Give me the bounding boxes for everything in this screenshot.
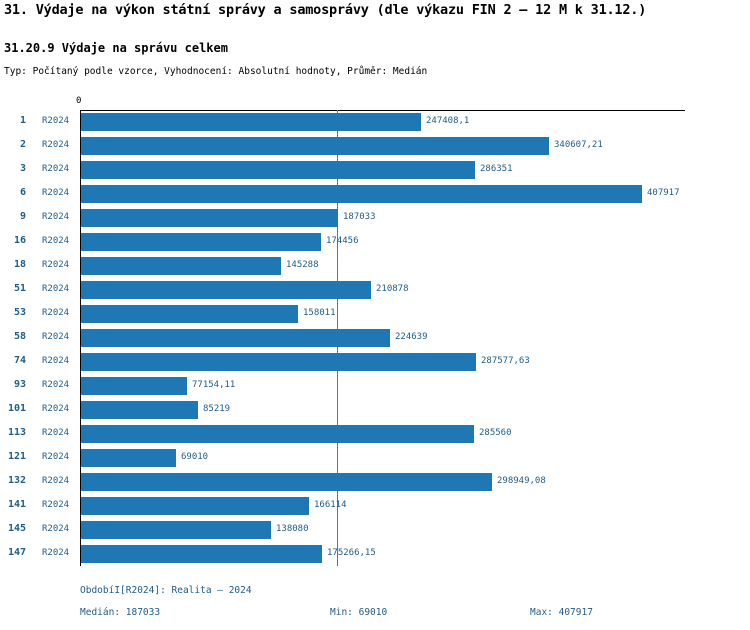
row-category-label: R2024 — [42, 188, 70, 198]
bar[interactable] — [81, 257, 281, 275]
bar[interactable] — [81, 233, 321, 251]
row-category-label: R2024 — [42, 500, 70, 510]
row-category-label: R2024 — [42, 356, 70, 366]
chart-row — [80, 446, 685, 470]
bar[interactable] — [81, 305, 298, 323]
row-category-label: R2024 — [42, 116, 70, 126]
row-number: 1 — [19, 115, 26, 126]
bar-value-label: 224639 — [395, 332, 428, 342]
bar[interactable] — [81, 401, 198, 419]
row-number: 113 — [7, 427, 26, 438]
chart-row — [80, 278, 685, 302]
chart-row — [80, 110, 685, 134]
bar[interactable] — [81, 545, 322, 563]
plot-area — [80, 110, 685, 566]
chart-row — [80, 494, 685, 518]
row-number: 51 — [13, 283, 26, 294]
stat-min: Min: 69010 — [330, 607, 388, 618]
row-category-label: R2024 — [42, 236, 70, 246]
chart-title: 31.20.9 Výdaje na správu celkem — [4, 41, 228, 55]
bar-value-label: 210878 — [376, 284, 409, 294]
row-category-label: R2024 — [42, 524, 70, 534]
chart-row — [80, 542, 685, 566]
chart-row — [80, 182, 685, 206]
row-category-label: R2024 — [42, 428, 70, 438]
row-number: 3 — [19, 163, 26, 174]
legend-series: ObdobíІ[R2024]: Realita – 2024 — [80, 585, 252, 596]
row-number: 132 — [7, 475, 26, 486]
row-number: 58 — [13, 331, 26, 342]
x-axis-zero-tick: 0 — [76, 96, 82, 106]
bar[interactable] — [81, 113, 421, 131]
bar-value-label: 174456 — [326, 236, 359, 246]
bar[interactable] — [81, 473, 492, 491]
row-number: 74 — [13, 355, 26, 366]
row-number: 2 — [19, 139, 26, 150]
bar-value-label: 247408,1 — [426, 116, 470, 126]
row-category-label: R2024 — [42, 284, 70, 294]
row-category-label: R2024 — [42, 212, 70, 222]
chart-row — [80, 470, 685, 494]
bar[interactable] — [81, 209, 338, 227]
row-category-label: R2024 — [42, 380, 70, 390]
bar-value-label: 166114 — [314, 500, 347, 510]
bar-value-label: 69010 — [181, 452, 209, 462]
chart-row — [80, 302, 685, 326]
bar-value-label: 286351 — [480, 164, 513, 174]
bar[interactable] — [81, 377, 187, 395]
bar-value-label: 158011 — [303, 308, 336, 318]
bar-value-label: 407917 — [647, 188, 680, 198]
row-category-label: R2024 — [42, 332, 70, 342]
row-number: 16 — [13, 235, 26, 246]
bar[interactable] — [81, 449, 176, 467]
bar-value-label: 77154,11 — [192, 380, 236, 390]
chart-row — [80, 518, 685, 542]
bar[interactable] — [81, 425, 474, 443]
bar[interactable] — [81, 161, 475, 179]
stat-median: Medián: 187033 — [80, 607, 161, 618]
bar[interactable] — [81, 497, 309, 515]
row-category-label: R2024 — [42, 548, 70, 558]
stat-max: Max: 407917 — [530, 607, 593, 618]
chart-row — [80, 326, 685, 350]
row-number: 121 — [7, 451, 26, 462]
row-number: 147 — [7, 547, 26, 558]
bar-value-label: 287577,63 — [481, 356, 530, 366]
bar[interactable] — [81, 521, 271, 539]
chart-params: Typ: Počítaný podle vzorce, Vyhodnocení: Absolutní hodnoty, Průměr: Medián — [4, 66, 428, 77]
bar-value-label: 175266,15 — [327, 548, 376, 558]
row-number: 93 — [13, 379, 26, 390]
row-number: 53 — [13, 307, 26, 318]
bar-value-label: 85219 — [203, 404, 231, 414]
bar[interactable] — [81, 281, 371, 299]
bar-value-label: 187033 — [343, 212, 376, 222]
chart-row — [80, 134, 685, 158]
bar-value-label: 298949,08 — [497, 476, 546, 486]
bar-value-label: 340607,21 — [554, 140, 603, 150]
row-category-label: R2024 — [42, 308, 70, 318]
chart-row — [80, 206, 685, 230]
chart-row — [80, 422, 685, 446]
row-category-label: R2024 — [42, 452, 70, 462]
page-title: 31. Výdaje na výkon státní správy a samosprávy (dle výkazu FIN 2 – 12 M k 31.12.) — [4, 2, 647, 18]
bar-value-label: 145288 — [286, 260, 319, 270]
chart-row — [80, 350, 685, 374]
row-category-label: R2024 — [42, 164, 70, 174]
chart-row — [80, 374, 685, 398]
row-category-label: R2024 — [42, 260, 70, 270]
bar[interactable] — [81, 353, 476, 371]
row-category-label: R2024 — [42, 476, 70, 486]
chart-row — [80, 230, 685, 254]
chart-row — [80, 158, 685, 182]
chart-row — [80, 254, 685, 278]
row-number: 18 — [13, 259, 26, 270]
bar-value-label: 138080 — [276, 524, 309, 534]
bar[interactable] — [81, 137, 549, 155]
row-number: 145 — [7, 523, 26, 534]
row-category-label: R2024 — [42, 140, 70, 150]
row-number: 101 — [7, 403, 26, 414]
row-number: 9 — [19, 211, 26, 222]
bar-value-label: 285560 — [479, 428, 512, 438]
row-category-label: R2024 — [42, 404, 70, 414]
row-number: 6 — [19, 187, 26, 198]
chart-row — [80, 398, 685, 422]
bar[interactable] — [81, 329, 390, 347]
bar[interactable] — [81, 185, 642, 203]
row-number: 141 — [7, 499, 26, 510]
